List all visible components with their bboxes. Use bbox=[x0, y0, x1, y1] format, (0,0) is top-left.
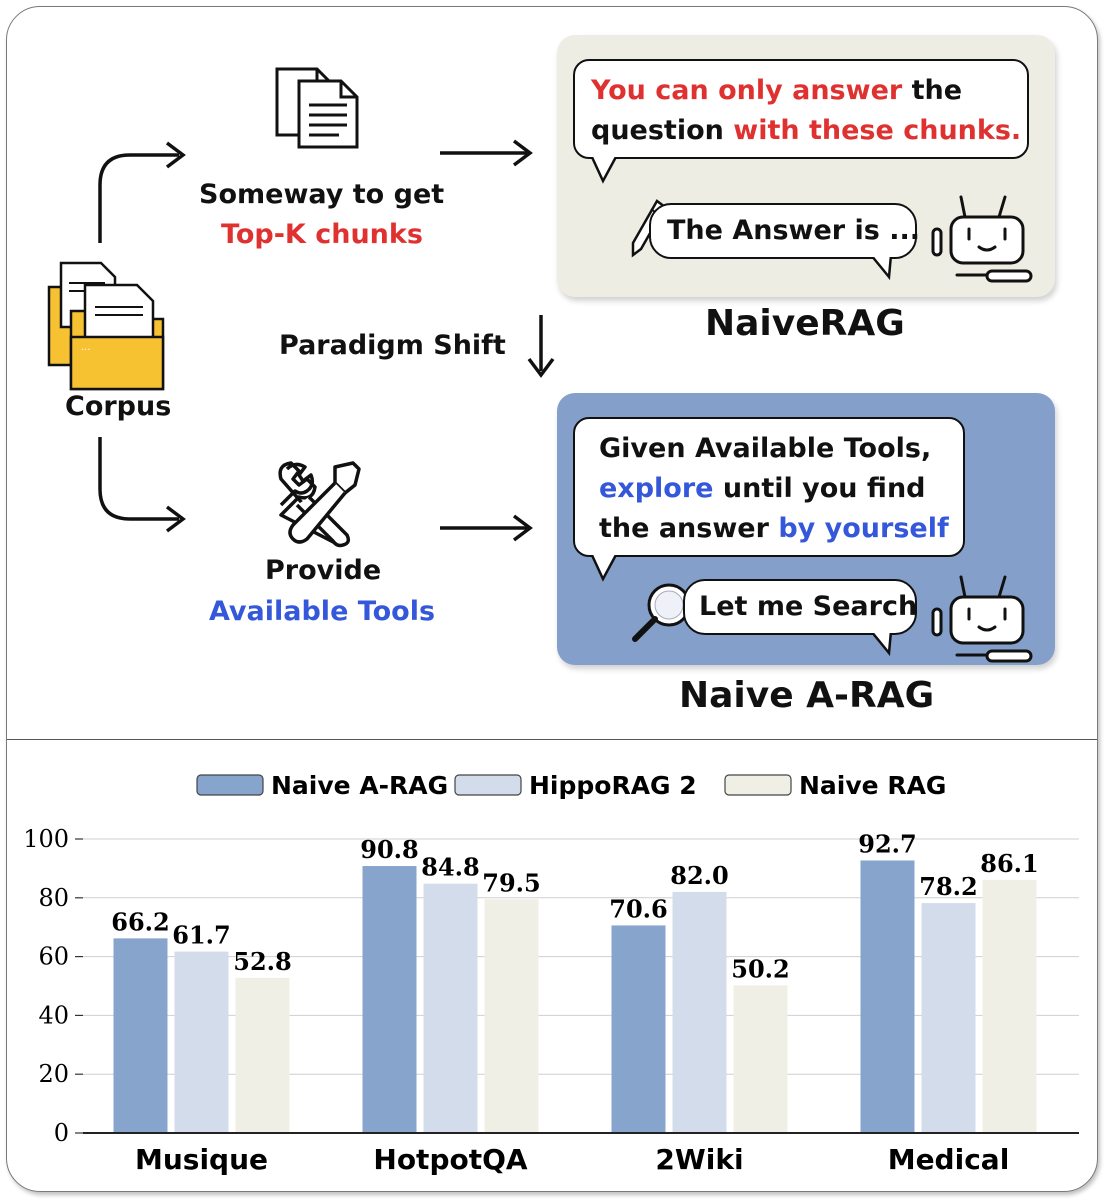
chart-legend bbox=[197, 771, 946, 800]
robot-icon bbox=[927, 191, 1033, 285]
y-tick-label: 60 bbox=[38, 942, 69, 971]
bar bbox=[175, 952, 229, 1133]
instruction-line2 bbox=[599, 473, 926, 504]
instruction-bubble bbox=[573, 417, 965, 557]
svg-text:···: ··· bbox=[81, 345, 91, 356]
bar bbox=[424, 884, 478, 1133]
bar-value-label: 61.7 bbox=[172, 920, 231, 950]
naive-rag-title: NaiveRAG bbox=[705, 303, 905, 344]
instruction-text: the bbox=[902, 75, 963, 106]
bubble-tail bbox=[587, 551, 627, 585]
bar bbox=[612, 925, 666, 1133]
bubble-tail bbox=[867, 253, 901, 283]
bar-value-label: 52.8 bbox=[233, 946, 292, 976]
bar-value-label: 84.8 bbox=[421, 852, 480, 882]
instruction-line3 bbox=[599, 513, 949, 544]
top-branch-line2: Top-K chunks bbox=[221, 219, 423, 250]
y-tick-label: 100 bbox=[23, 825, 69, 853]
naive-arag-title: Naive A-RAG bbox=[679, 675, 935, 716]
bar-value-label: 86.1 bbox=[980, 848, 1039, 878]
bar-value-label: 92.7 bbox=[858, 829, 917, 859]
documents-icon bbox=[269, 65, 363, 151]
bar bbox=[363, 866, 417, 1133]
y-tick-label: 0 bbox=[53, 1119, 69, 1147]
x-tick-label: Medical bbox=[887, 1143, 1010, 1176]
instruction-line2 bbox=[591, 115, 1021, 146]
bar-value-label: 66.2 bbox=[111, 907, 170, 937]
chart-bars bbox=[111, 829, 1038, 1133]
answer-text: The Answer is ... bbox=[667, 215, 921, 246]
instruction-highlight: explore bbox=[599, 473, 714, 504]
robot-icon bbox=[927, 571, 1033, 665]
y-tick-label: 80 bbox=[38, 883, 69, 912]
legend-swatch bbox=[197, 775, 263, 795]
instruction-highlight: by yourself bbox=[778, 513, 949, 544]
bar bbox=[983, 880, 1037, 1133]
bar-value-label: 50.2 bbox=[731, 954, 790, 984]
instruction-text: the answer bbox=[599, 513, 779, 544]
bar bbox=[673, 892, 727, 1133]
instruction-line1: Given Available Tools, bbox=[599, 433, 932, 464]
instruction-highlight: with these chunks. bbox=[733, 115, 1022, 146]
instruction-bubble bbox=[573, 59, 1029, 159]
figure-frame bbox=[6, 6, 1098, 1192]
bar-value-label: 70.6 bbox=[609, 894, 668, 924]
arrow-right-icon bbox=[100, 437, 179, 519]
tools-icon bbox=[273, 459, 367, 549]
bar bbox=[922, 903, 976, 1133]
folder-icon bbox=[45, 257, 169, 391]
paradigm-shift-label: Paradigm Shift bbox=[279, 330, 506, 361]
bar-value-label: 79.5 bbox=[482, 868, 541, 898]
instruction-line1 bbox=[591, 75, 962, 106]
instruction-text: until you find bbox=[713, 473, 926, 504]
arrow-right-icon bbox=[100, 155, 179, 243]
bar bbox=[734, 985, 788, 1133]
answer-bubble bbox=[649, 203, 921, 259]
x-tick-label: 2Wiki bbox=[655, 1143, 744, 1176]
y-tick-label: 20 bbox=[38, 1060, 69, 1089]
x-tick-label: HotpotQA bbox=[373, 1143, 528, 1176]
corpus-label: Corpus bbox=[65, 391, 172, 422]
bar bbox=[485, 899, 539, 1133]
bottom-branch-line2: Available Tools bbox=[209, 596, 436, 627]
legend-swatch bbox=[725, 775, 791, 795]
section-divider bbox=[7, 739, 1097, 740]
bubble-tail bbox=[867, 629, 901, 659]
answer-text: Let me Search bbox=[699, 591, 918, 622]
y-tick-label: 40 bbox=[38, 1001, 69, 1030]
bottom-branch-line1: Provide bbox=[265, 555, 382, 586]
bubble-tail bbox=[587, 153, 627, 187]
bar-chart bbox=[7, 743, 1097, 1189]
instruction-highlight: You can only answer bbox=[591, 75, 903, 106]
naive-rag-panel bbox=[557, 35, 1055, 297]
instruction-text: question bbox=[591, 115, 734, 146]
bar bbox=[114, 938, 168, 1133]
bar-value-label: 90.8 bbox=[360, 835, 419, 865]
bar bbox=[236, 978, 290, 1133]
legend-label: HippoRAG 2 bbox=[529, 771, 697, 800]
legend-swatch bbox=[455, 775, 521, 795]
bar bbox=[861, 860, 915, 1133]
top-branch-line1: Someway to get bbox=[199, 179, 445, 210]
naive-arag-panel bbox=[557, 393, 1055, 665]
bar-value-label: 78.2 bbox=[919, 872, 978, 902]
legend-label: Naive RAG bbox=[799, 771, 947, 800]
legend-label: Naive A-RAG bbox=[271, 771, 449, 800]
bar-value-label: 82.0 bbox=[670, 860, 729, 890]
x-tick-label: Musique bbox=[134, 1143, 269, 1176]
answer-bubble bbox=[683, 579, 917, 635]
